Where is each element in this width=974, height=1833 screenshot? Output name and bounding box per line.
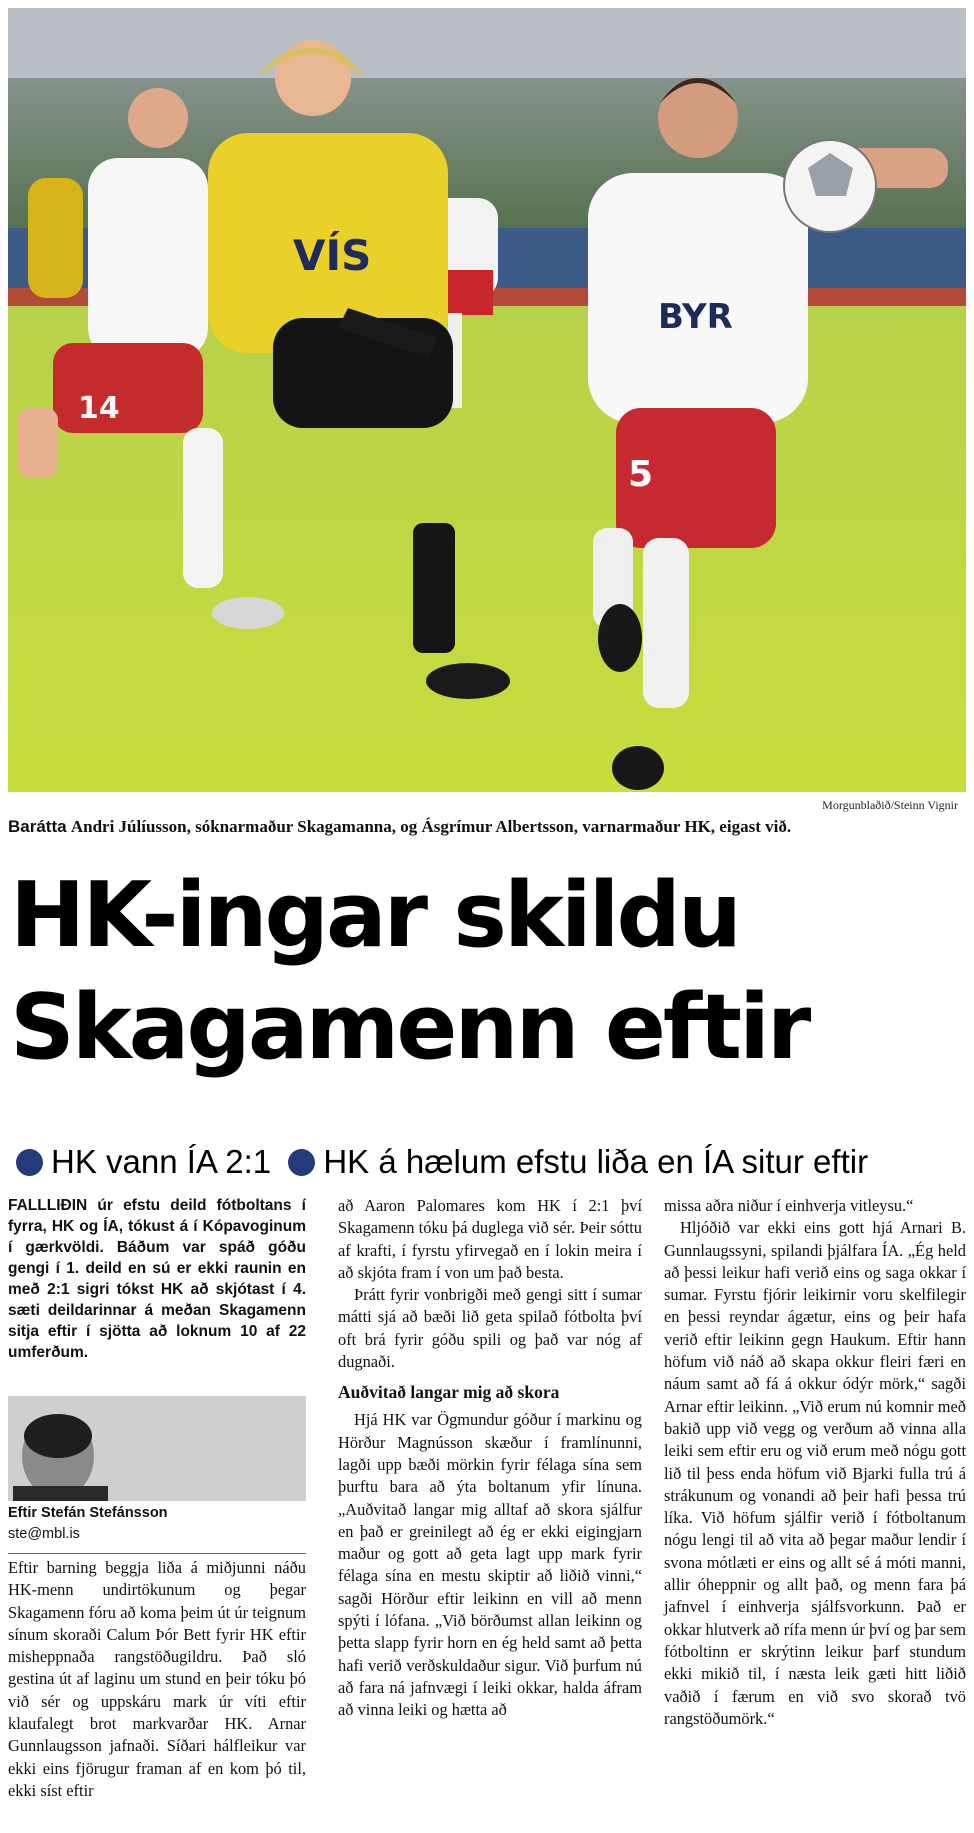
byline-name: Eftir Stefán Stefánsson [8,1505,168,1521]
lede-cap: FALLLIÐIN [8,1197,88,1214]
author-photo [8,1396,306,1501]
bullet-dot-icon [288,1149,315,1176]
body-paragraph: Eftir barning beggja liða á miðjunni náðu HK-menn undirtökunum og þegar Skagamenn fóru að koma þeim út úr teignum sínum skoraði Calum Þór Bett fyrir HK eftir misheppnaða rangstöðugildru. Það sló gestina út af laginu um stund en þeir tóku þó við sér og uppskáru mark úr víti eftir klaufalegt brot markvarðar HK. Arnar Gunnlaugsson jafnaði. Síðari hálfleikur var ekki eins fjörugur framan af en kom þó til, ekki síst eftir [8,1558,306,1800]
headline [10,860,964,1084]
jersey-sponsor-right: BYR [658,297,733,337]
lede-text: úr efstu deild fótboltans í fyrra, HK og ÍA, tókust á í Kópavoginum í gærkvöldi. Báðum var spáð góðu gengi í 1. deild en sú er ekki raunin en með 2:1 sigri tókst HK að skjótast í 4. sæti deildarinnar á meðan Skagamenn sitja eftir í sjötta að loknum 10 af 22 umferðum. [8,1197,306,1361]
bullet-dot-icon [16,1149,43,1176]
jersey-sponsor-left: VÍS [293,231,372,280]
body-paragraph: Þrátt fyrir vonbrigði með gengi sitt í sumar mátti sjá að bæði lið geta spilað fótbolta því oft brá fyrir góðu spili og það var nóg af dugnaði. [338,1285,642,1372]
photo-credit: Morgunblaðið/Steinn Vignir [822,798,958,812]
jersey-number-left: 14 [78,391,120,426]
column-1 [8,1195,306,1363]
body-paragraph: Hljóðið var ekki eins gott hjá Arnari B. Gunnlaugssyni, spilandi þjálfara ÍA. „Ég held að þessi leikur hafi verið eins og saga okkar í sumar. Fyrstu fjórir leikirnir voru skelfilegir en þessi reyndar ágætur, eins og þeir hafa verið eftir leikinn gegn Haukum. Eftir hann höfum við náð að skapa okkur fleiri færi en náum samt að fá á okkur ódýr mörk,“ sagði Arnar eftir leikinn. „Við erum nú komnir með bakið upp við vegg og verðum að vinna alla leiki sem eftir eru og við erum með nógu gott lið til þess enda höfum við Bjarki fulla trú á strákunum og vonandi að þeir hafi þessa trú líka. Við höfum sjálfir verið í fótboltanum nógu lengi til að vita að þegar maður lendir í svona mótlæti er eins og allt sé á móti manni, allir óheppnir og allt það, og menn fara þá jafnvel í einhverja sjálfsvorkunn. Það er okkar hlutverk að rífa menn úr því og þar sem fótboltinn er skrýtinn leikur þarf stundum ekki mikið til, í næsta leik gæti hitt liðið vaðið í færum en við svo skorað tvö rangstöðumörk.“ [664,1218,966,1728]
subdeck-item-1: HK vann ÍA 2:1 [51,1143,272,1180]
subdeck [8,1140,966,1184]
body-paragraph: að Aaron Palomares kom HK í 2:1 því Skagamenn tóku þá duglega við sér. Þeir sóttu af krafti, í fyrstu yfirvegað en í lokin meira í að skjóta fram í von um það besta. [338,1196,642,1282]
divider [8,1553,306,1554]
byline-email[interactable]: ste@mbl.is [8,1526,80,1542]
body-paragraph: Hjá HK var Ögmundur góður í markinu og Hörður Magnússon skæður í framlínunni, lagði upp bæði mörkin fyrir félaga sína sem þurftu bara að ýta boltanum yfir línuna. „Auðvitað langar mig alltaf að skora sjálfur en það er greinilegt að ég er ekki eigingjarn maður og gott að geta lagt upp mark fyrir félaga sína en mestu skiptir að liðið vinni,“ sagði Hörður eftir leikinn en vill að menn spýti í lófana. „Við börðumst allan leikinn og þetta slapp fyrir horn en ég held samt að þetta hafi verið verðskuldaður sigur. Við þurfum nú að fara ná jafnvægi í leiki okkar, halda áfram að vinna leiki og hætta að [338,1410,642,1720]
headline-line-1: HK-ingar skildu [10,863,740,968]
column-2 [338,1195,642,1722]
match-photo [8,8,966,792]
caption-text: Andri Júlíusson, sóknarmaður Skagamanna, og Ásgrímur Albertsson, varnarmaður HK, eigast við. [70,817,792,836]
photo-caption [8,817,966,837]
caption-lead: Barátta [8,817,67,836]
column-3 [664,1195,966,1730]
subdeck-item-2: HK á hælum efstu liða en ÍA situr eftir [323,1143,869,1180]
lede-paragraph [8,1195,306,1363]
body-paragraph: missa aðra niður í einhverja vitleysu.“ [664,1196,914,1215]
subheading: Auðvitað langar mig að skora [338,1382,560,1403]
column-1-body [8,1557,306,1802]
jersey-number-right: 5 [628,454,654,495]
headline-line-2: Skagamenn eftir [10,975,809,1080]
